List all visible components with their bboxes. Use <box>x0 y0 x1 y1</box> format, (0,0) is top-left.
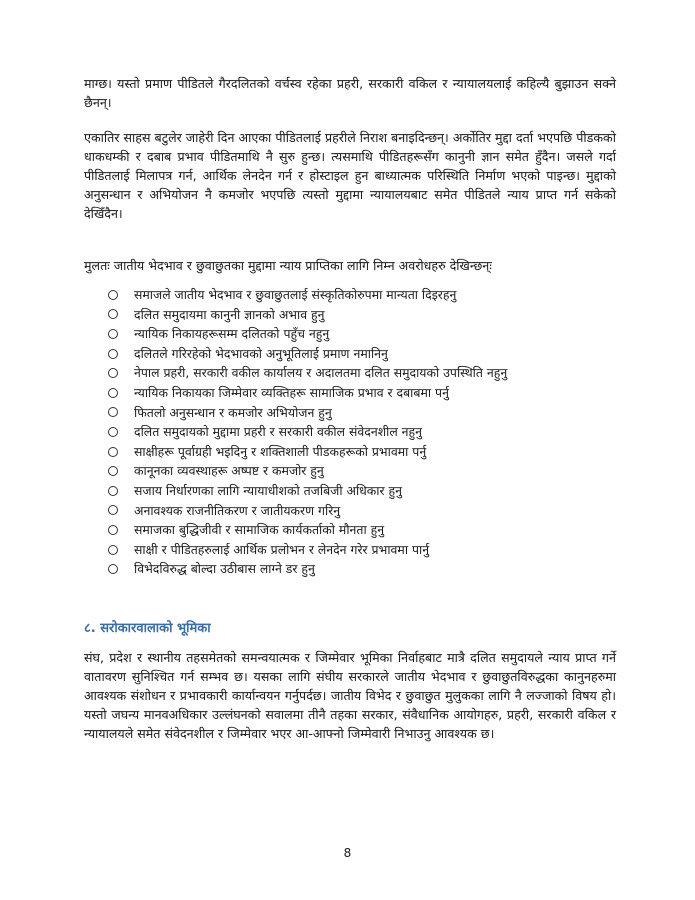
circle-bullet-icon <box>108 486 118 496</box>
list-item <box>108 285 628 305</box>
list-item-text: विभेदविरुद्ध बोल्दा उठीबास लाग्ने डर हुनु <box>134 561 315 577</box>
list-item-text: दलित समुदायको मुद्दामा प्रहरी र सरकारी वकील संवेदनशील नहुनु <box>134 424 423 440</box>
list-item-text: अनावश्यक राजनीतिकरण र जातीयकरण गरिनु <box>134 502 341 518</box>
list-item-text: समाजका बुद्धिजीवी र सामाजिक कार्यकर्ताको मौनता हुनु <box>134 522 385 538</box>
list-item-text: साक्षीहरू पूर्वाग्रही भइदिनु र शक्तिशाली पीडकहरूको प्रभावमा पर्नु <box>134 443 427 459</box>
circle-bullet-icon <box>108 309 118 319</box>
list-item-text: दलितले गरिरहेको भेदभावको अनुभूतिलाई प्रमाण नमानिनु <box>134 345 388 361</box>
list-item-text: फितलो अनुसन्धान र कमजोर अभियोजन हुनु <box>134 404 332 420</box>
list-item <box>108 442 628 462</box>
circle-bullet-icon <box>108 290 118 300</box>
list-item-text: न्यायिक निकायका जिम्मेवार व्यक्तिहरू सामाजिक प्रभाव र दबाबमा पर्नु <box>134 384 449 400</box>
list-item <box>108 520 628 540</box>
circle-bullet-icon <box>108 466 118 476</box>
circle-bullet-icon <box>108 407 118 417</box>
paragraph-list-intro: मुलतः जातीय भेदभाव र छुवाछुतका मुद्दामा न्याय प्राप्तिका लागि निम्न अवरोधहरु देखिन्छन्ः <box>84 258 492 273</box>
list-item <box>108 344 628 364</box>
circle-bullet-icon <box>108 368 118 378</box>
circle-bullet-icon <box>108 505 118 515</box>
circle-bullet-icon <box>108 525 118 535</box>
circle-bullet-icon <box>108 388 118 398</box>
list-item <box>108 324 628 344</box>
paragraph-victim-obstacles: एकातिर साहस बटुलेर जाहेरी दिन आएका पीडितलाई प्रहरीले निराश बनाइदिन्छन्। अर्कोतिर मुद्दा दर्ता भएपछि पीडकको धाकधम्की र दबाब प्रभाव पीडितमाथि नै सुरु हुन्छ। त्यसमाथि पीडितहरूसँग कानुनी ज्ञान समेत हुँदैन। जसले गर्दा पीडितलाई मिलापत्र गर्न, आर्थिक लेनदेन गर्न र होस्टाइल हुन बाध्यात्मक परिस्थिति निर्माण भएको पाइन्छ। मुद्दाको अनुसन्धान र अभियोजन नै कमजोर भएपछि त्यस्तो मुद्दामा न्यायालयबाट समेत पीडितले न्याय प्राप्त गर्न सकेको देखिँदैन। <box>84 130 616 221</box>
list-item <box>108 363 628 383</box>
list-item <box>108 559 628 579</box>
circle-bullet-icon <box>108 329 118 339</box>
list-item <box>108 540 628 560</box>
circle-bullet-icon <box>108 349 118 359</box>
list-item <box>108 305 628 325</box>
list-item-text: नेपाल प्रहरी, सरकारी वकील कार्यालय र अदालतमा दलित समुदायको उपस्थिति नहुनु <box>134 365 508 381</box>
circle-bullet-icon <box>108 427 118 437</box>
list-item-text: समाजले जातीय भेदभाव र छुवाछुतलाई संस्कृतिकोरुपमा मान्यता दिइरहनु <box>134 287 457 302</box>
list-item <box>108 422 628 442</box>
page-number: 8 <box>343 846 352 860</box>
circle-bullet-icon <box>108 545 118 555</box>
list-item-text: सजाय निर्धारणका लागि न्यायाधीशको तजबिजी अधिकार हुनु <box>134 482 402 498</box>
list-item <box>108 481 628 501</box>
obstacle-list <box>108 285 628 579</box>
paragraph-continued: माग्छ। यस्तो प्रमाण पीडितले गैरदलितको वर्चस्व रहेका प्रहरी, सरकारी वकिल र न्यायालयलाई कहिल्यै बुझाउन सक्ने छैनन्। <box>84 76 616 110</box>
list-item <box>108 383 628 403</box>
circle-bullet-icon <box>108 447 118 457</box>
paragraph-stakeholder-role: संघ, प्रदेश र स्थानीय तहसमेतको समन्वयात्मक र जिम्मेवार भूमिका निर्वाहबाट मात्रै दलित समुदायले न्याय प्राप्त गर्ने वातावरण सुनिश्चित गर्न सम्भव छ। यसका लागि संघीय सरकारले जातीय भेदभाव र छुवाछुतविरुद्धका कानुनहरुमा आवश्यक संशोधन र प्रभावकारी कार्यान्वयन गर्नुपर्दछ। जातीय विभेद र छुवाछुत मुलुकका लागि नै लज्जाको विषय हो। यस्तो जघन्य मानवअधिकार उल्लंघनको सवालमा तीनै तहका सरकार, संवैधानिक आयोगहरु, प्रहरी, सरकारी वकिल र न्यायालयले समेत संवेदनशील र जिम्मेवार भएर आ-आफ्नो जिम्मेवारी निभाउनु आवश्यक छ। <box>84 650 616 741</box>
section-heading: ८. सरोकारवालाको भूमिका <box>84 621 211 636</box>
list-item <box>108 403 628 423</box>
list-item <box>108 501 628 521</box>
list-item-text: कानूनका व्यवस्थाहरू अष्पष्ट र कमजोर हुनु <box>134 463 324 479</box>
list-item <box>108 461 628 481</box>
list-item-text: न्यायिक निकायहरूसम्म दलितको पहुँच नहुनु <box>134 326 330 342</box>
list-item-text: साक्षी र पीडितहरुलाई आर्थिक प्रलोभन र लेनदेन गरेर प्रभावमा पार्नु <box>134 541 430 557</box>
circle-bullet-icon <box>108 564 118 574</box>
list-item-text: दलित समुदायमा कानुनी ज्ञानको अभाव हुनु <box>134 306 325 322</box>
